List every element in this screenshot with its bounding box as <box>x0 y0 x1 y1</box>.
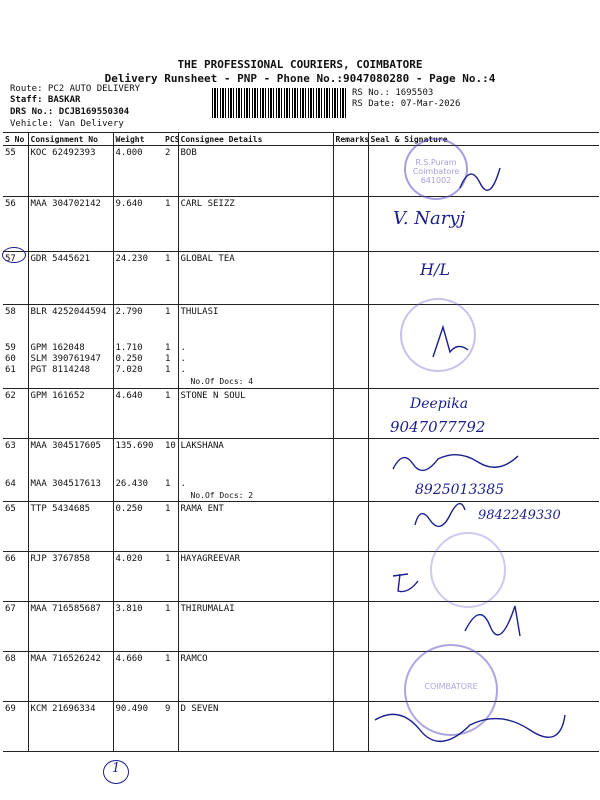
table-header-row <box>3 133 599 146</box>
row-consignment: GPM 161652 <box>28 389 113 439</box>
row-sno: 65 <box>3 502 28 552</box>
row-consignee-name: . <box>180 364 186 375</box>
row-seal <box>368 354 599 365</box>
row-weight: 4.640 <box>113 389 163 439</box>
row-weight: 0.250 <box>113 502 163 552</box>
col-weight: Weight <box>113 133 163 146</box>
row-seal <box>368 365 599 389</box>
phone-handwritten: 9842249330 <box>478 508 561 523</box>
row-weight: 3.810 <box>113 602 163 652</box>
row-consignment: MAA 304517605 <box>28 439 113 477</box>
row-remarks <box>333 439 368 477</box>
row-consignee: BOB <box>178 146 333 197</box>
row-pcs: 2 <box>163 146 178 197</box>
signature-63 <box>388 444 528 474</box>
table-row <box>3 305 599 343</box>
row-consignment: SLM 390761947 <box>28 354 113 365</box>
row-pcs: 1 <box>163 552 178 602</box>
circle-mark <box>2 247 26 263</box>
row-remarks <box>333 702 368 752</box>
row-weight: 4.000 <box>113 146 163 197</box>
row-consignment: PGT 8114248 <box>28 365 113 389</box>
row-sno: 57 <box>3 252 28 305</box>
table-row <box>3 365 599 389</box>
row-weight: 0.250 <box>115 353 143 364</box>
rs-number: RS No.: 1695503 <box>352 88 434 98</box>
row-consignee: D SEVEN <box>178 702 333 752</box>
row-remarks <box>333 146 368 197</box>
drs-number <box>10 107 129 118</box>
col-sno: S No <box>3 133 28 146</box>
row-pcs: 1 <box>163 502 178 552</box>
row-remarks <box>333 502 368 552</box>
doc-count: No.Of Docs: 4 <box>190 376 254 386</box>
col-consignee: Consignee Details <box>178 133 333 146</box>
row-consignee: THIRUMALAI <box>178 602 333 652</box>
row-remarks <box>333 305 368 343</box>
vehicle-label: Vehicle: Van Delivery <box>10 119 124 129</box>
phone-handwritten: 8925013385 <box>415 482 505 498</box>
row-consignment: MAA 304517613 <box>28 477 113 502</box>
signature-69 <box>370 700 570 750</box>
row-consignment: KOC 62492393 <box>28 146 113 197</box>
row-consignee: GLOBAL TEA <box>178 252 333 305</box>
signature-56: V. Naryj <box>393 208 466 229</box>
row-consignee: . <box>178 343 333 354</box>
route-label: Route: PC2 AUTO DELIVERY <box>10 84 141 94</box>
row-remarks <box>333 197 368 252</box>
row-weight: 4.660 <box>113 652 163 702</box>
staff-label: Staff: BASKAR <box>10 95 81 105</box>
hl-mark: H/L <box>420 260 450 279</box>
row-pcs: 9 <box>163 702 178 752</box>
signature-55 <box>455 158 505 198</box>
col-remarks: Remarks <box>333 133 368 146</box>
row-consignment: MAA 716585687 <box>28 602 113 652</box>
col-seal-signature: Seal & Signature <box>368 133 599 146</box>
drs-label: DRS No.: <box>10 107 54 117</box>
row-consignee: STONE N SOUL <box>178 389 333 439</box>
row-pcs: 1 <box>163 343 178 354</box>
row-weight: 90.490 <box>113 702 163 752</box>
row-weight: 1.710 <box>115 342 143 353</box>
row-consignment: BLR 4252044594 <box>28 305 113 343</box>
row-remarks <box>333 477 368 502</box>
row-consignment: KCM 21696334 <box>28 702 113 752</box>
table-row <box>3 354 599 365</box>
row-sno: 69 <box>3 702 28 752</box>
row-pcs: 1 <box>163 652 178 702</box>
table-row <box>3 197 599 252</box>
row-sno: 59 <box>3 343 28 354</box>
row-remarks <box>333 343 368 354</box>
row-remarks <box>333 365 368 389</box>
row-consignment: MAA 304702142 <box>28 197 113 252</box>
page-mark: 1 <box>103 760 129 784</box>
row-consignee: CARL SEIZZ <box>178 197 333 252</box>
row-pcs: 10 <box>163 439 178 477</box>
row-pcs: 1 <box>163 197 178 252</box>
row-sno: 66 <box>3 552 28 602</box>
row-consignee <box>178 477 333 502</box>
row-sno: 61 <box>3 365 28 389</box>
row-sno: 56 <box>3 197 28 252</box>
row-seal <box>368 252 599 305</box>
row-remarks <box>333 252 368 305</box>
table-row <box>3 343 599 354</box>
table-row <box>3 552 599 602</box>
col-consignment: Consignment No <box>28 133 113 146</box>
doc-count: No.Of Docs: 2 <box>190 490 254 500</box>
row-weight: 24.230 <box>113 252 163 305</box>
row-pcs: 1 <box>163 477 178 502</box>
signature-58 <box>428 322 473 362</box>
table-row <box>3 252 599 305</box>
row-consignee-name: . <box>180 478 186 489</box>
row-consignee: HAYAGREEVAR <box>178 552 333 602</box>
row-weight: 135.690 <box>115 441 154 451</box>
row-consignee: RAMCO <box>178 652 333 702</box>
row-pcs: 1 <box>163 389 178 439</box>
row-consignee: THULASI <box>178 305 333 343</box>
barcode <box>212 88 347 118</box>
row-consignee: LAKSHANA <box>178 439 333 477</box>
row-remarks <box>333 652 368 702</box>
table-row <box>3 389 599 439</box>
row-weight: 2.790 <box>115 307 143 317</box>
signature-66 <box>388 566 438 596</box>
row-consignment: TTP 5434685 <box>28 502 113 552</box>
stamp-text: COIMBATORE <box>424 682 478 691</box>
runsheet-table <box>3 132 599 752</box>
table-row <box>3 146 599 197</box>
row-remarks <box>333 552 368 602</box>
row-remarks <box>333 602 368 652</box>
row-remarks <box>333 389 368 439</box>
table-row <box>3 477 599 502</box>
row-sno: 60 <box>3 354 28 365</box>
row-consignment: RJP 3767858 <box>28 552 113 602</box>
deepika-name: Deepika <box>410 396 469 412</box>
row-weight: 7.020 <box>113 365 163 389</box>
signature-67 <box>460 596 530 641</box>
company-title: THE PROFESSIONAL COURIERS, COIMBATORE <box>177 58 423 71</box>
row-consignee: RAMA ENT <box>178 502 333 552</box>
row-pcs: 1 <box>163 365 178 389</box>
phone-handwritten: 9047077792 <box>390 418 486 436</box>
runsheet-title: Delivery Runsheet - PNP - Phone No.:9047080280 - Page No.:4 <box>104 72 496 85</box>
row-weight: 9.640 <box>113 197 163 252</box>
row-pcs: 1 <box>163 354 178 365</box>
row-pcs: 1 <box>163 305 178 343</box>
row-sno: 62 <box>3 389 28 439</box>
row-sno: 63 <box>3 439 28 477</box>
row-sno: 55 <box>3 146 28 197</box>
row-remarks <box>333 354 368 365</box>
row-consignment: MAA 716526242 <box>28 652 113 702</box>
row-sno: 68 <box>3 652 28 702</box>
row-consignee: . <box>178 354 333 365</box>
signature-65 <box>410 500 470 530</box>
row-consignment: GPM 162048 <box>28 343 113 354</box>
row-consignee <box>178 365 333 389</box>
row-consignment: GDR 5445621 <box>28 252 113 305</box>
row-sno: 64 <box>3 477 28 502</box>
rs-date: RS Date: 07-Mar-2026 <box>352 99 461 109</box>
col-pcs: PCS <box>165 134 180 144</box>
drs-value: DCJB169550304 <box>58 107 130 117</box>
row-sno: 67 <box>3 602 28 652</box>
stamp-text: R.S.Puram Coimbatore 641002 <box>412 158 460 185</box>
row-pcs: 1 <box>163 252 178 305</box>
row-sno: 58 <box>3 305 28 343</box>
row-pcs: 1 <box>163 602 178 652</box>
row-weight: 26.430 <box>113 477 163 502</box>
table-row <box>3 652 599 702</box>
row-weight: 4.020 <box>113 552 163 602</box>
